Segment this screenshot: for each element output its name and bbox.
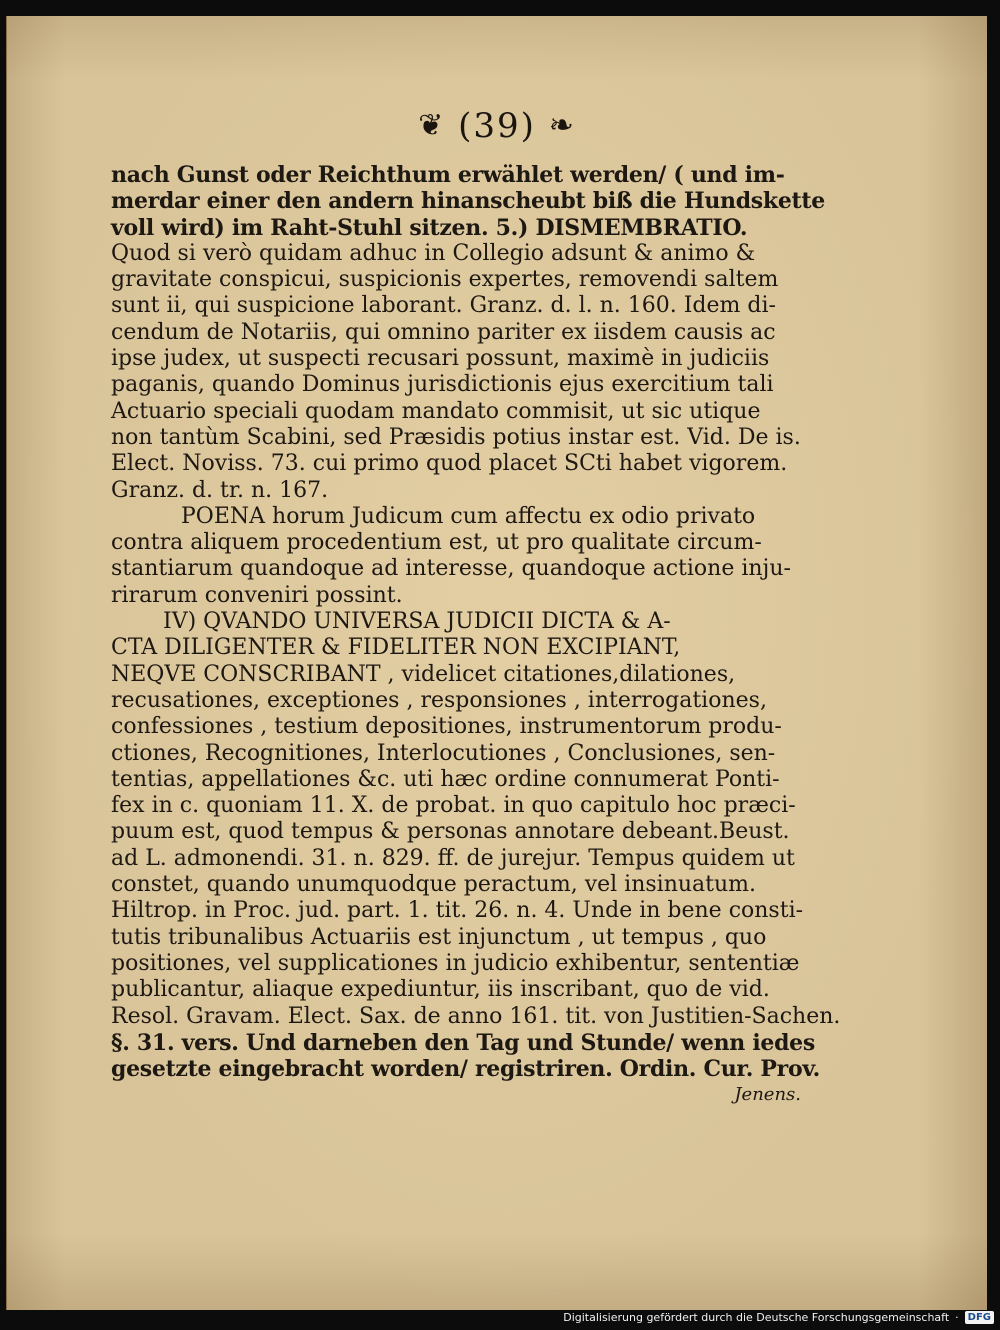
page-number-header <box>7 106 987 146</box>
text-line: gesetzte eingebracht worden/ registriren. Ordin. Cur. Prov. <box>111 1056 820 1083</box>
text-line: ctiones, Recognitiones, Interlocutiones , Conclusiones, sen- <box>111 740 776 766</box>
text-line: publicantur, aliaque expediuntur, iis inscribant, quo de vid. <box>111 977 770 1003</box>
text-line: positiones, vel supplicationes in judicio exhibentur, sententiæ <box>111 950 800 976</box>
text-line: tentias, appellationes &c. uti hæc ordine connumerat Ponti- <box>111 766 780 792</box>
text-line: sunt ii, qui suspicione laborant. Granz. d. l. n. 160. Idem di- <box>111 293 776 319</box>
ornament-left-icon: ❦ <box>418 108 446 143</box>
text-line: CTA DILIGENTER & FIDELITER NON EXCIPIANT, <box>111 635 681 661</box>
text-line: cendum de Notariis, qui omnino pariter ex iisdem causis ac <box>111 319 776 345</box>
page-number: (39) <box>458 106 536 146</box>
text-line: Resol. Gravam. Elect. Sax. de anno 161. tit. von Justitien-Sachen. <box>111 1003 841 1029</box>
text-line: voll wird) im Raht-Stuhl sitzen. 5.) DISMEMBRATIO. <box>111 214 748 241</box>
text-line: nach Gunst oder Reichthum erwählet werden/ ( und im- <box>111 162 785 188</box>
text-line: paganis, quando Dominus jurisdictionis ejus exercitium tali <box>111 372 774 398</box>
text-line: Hiltrop. in Proc. jud. part. 1. tit. 26. n. 4. Unde in bene consti- <box>111 898 804 924</box>
text-line: NEQVE CONSCRIBANT , videlicet citationes,dilationes, <box>111 661 736 687</box>
body-text <box>111 162 841 1109</box>
text-line: puum est, quod tempus & personas annotare debeant.Beust. <box>111 819 790 845</box>
text-line: merdar einer den andern hinanscheubt biß die Hundskette <box>111 188 825 215</box>
text-line: contra aliquem procedentium est, ut pro qualitate circum- <box>111 530 762 556</box>
digitization-footer <box>563 1308 994 1326</box>
text-line: ad L. admonendi. 31. n. 829. ff. de jurejur. Tempus quidem ut <box>111 845 795 871</box>
ornament-right-icon: ❧ <box>548 108 576 143</box>
text-line: confessiones , testium depositiones, instrumentorum produ- <box>111 714 782 740</box>
text-line: Actuario speciali quodam mandato commisit, ut sic utique <box>111 398 761 424</box>
separator-dot: · <box>955 1310 959 1324</box>
text-line: non tantùm Scabini, sed Præsidis potius instar est. Vid. De is. <box>111 424 801 450</box>
text-line: rirarum conveniri possint. <box>111 582 403 608</box>
text-line: Quod si verò quidam adhuc in Collegio adsunt & animo & <box>111 240 756 266</box>
text-line: constet, quando unumquodque peractum, vel insinuatum. <box>111 872 757 898</box>
text-line: IV) QVANDO UNIVERSA JUDICII DICTA & A- <box>163 609 671 635</box>
text-line: Granz. d. tr. n. 167. <box>111 477 329 503</box>
scanned-page <box>6 16 987 1310</box>
footer-credit: Digitalisierung gefördert durch die Deutsche Forschungsgemeinschaft <box>563 1310 950 1324</box>
text-line: tutis tribunalibus Actuariis est injunctum , ut tempus , quo <box>111 924 767 950</box>
text-line: Jenens. <box>734 1084 801 1106</box>
text-line: stantiarum quandoque ad interesse, quandoque actione inju- <box>111 556 791 582</box>
text-line: recusationes, exceptiones , responsiones , interrogationes, <box>111 687 767 713</box>
text-line: fex in c. quoniam 11. X. de probat. in quo capitulo hoc præci- <box>111 793 796 819</box>
text-line: gravitate conspicui, suspicionis expertes, removendi saltem <box>111 267 779 293</box>
text-line: §. 31. vers. Und darneben den Tag und Stunde/ wenn iedes <box>111 1029 815 1056</box>
dfg-logo-icon[interactable]: DFG <box>965 1311 994 1324</box>
text-line: Elect. Noviss. 73. cui primo quod placet SCti habet vigorem. <box>111 451 788 477</box>
text-line: POENA horum Judicum cum affectu ex odio privato <box>181 503 756 529</box>
text-line: ipse judex, ut suspecti recusari possunt, maximè in judiciis <box>111 346 770 372</box>
